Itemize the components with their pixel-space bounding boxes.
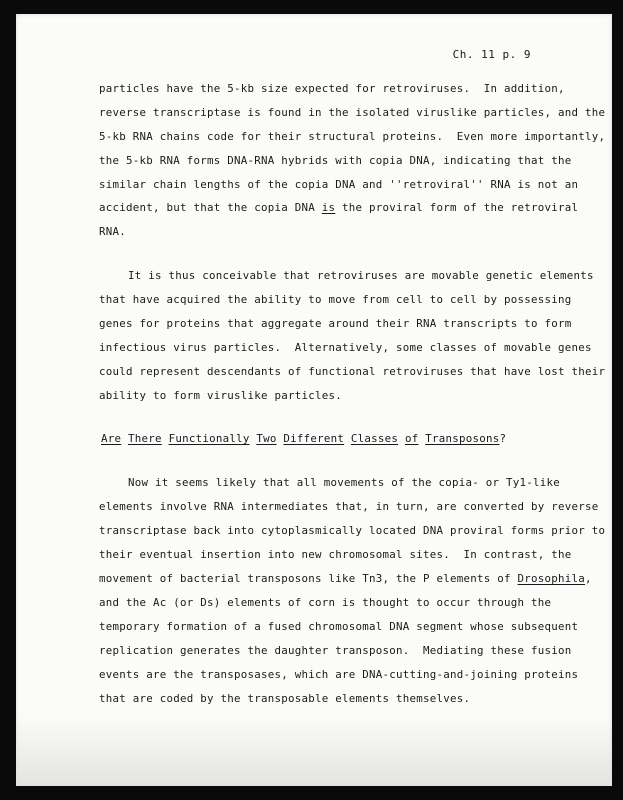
para2-line-2: that have acquired the ability to move from cell to cell by possessing [99, 293, 572, 306]
para1-line-3: 5-kb RNA chains code for their structural proteins. Even more importantly, [99, 130, 606, 143]
para3-line-5a: movement of bacterial transposons like Tn3, the P elements of [99, 572, 518, 585]
para1-line-1: particles have the 5-kb size expected for retroviruses. In addition, [99, 82, 565, 95]
heading-word-functionally: Functionally [168, 432, 250, 445]
para3-line-9: events are the transposases, which are DNA-cutting-and-joining proteins [99, 668, 579, 681]
heading-word-are: Are [101, 432, 122, 445]
heading-word-of: of [404, 432, 419, 445]
para3-line-1: Now it seems likely that all movements of the copia- or Ty1-like [101, 476, 561, 489]
para3-line-3: transcriptase back into cytoplasmically located DNA proviral forms prior to [99, 524, 606, 537]
para2-line-5: could represent descendants of functional retroviruses that have lost their [99, 365, 606, 378]
section-heading [101, 434, 506, 445]
para3-line-10: that are coded by the transposable elements themselves. [99, 692, 471, 705]
para1-line-6a: accident, but that the copia DNA [99, 201, 322, 214]
para3-line-2: elements involve RNA intermediates that, in turn, are converted by reverse [99, 500, 599, 513]
emphasis-drosophila: Drosophila [517, 572, 586, 585]
para1-line-7: RNA. [99, 225, 127, 238]
para3-line-4: their eventual insertion into new chromosomal sites. In contrast, the [99, 548, 572, 561]
para1-line-5: similar chain lengths of the copia DNA and ''retroviral'' RNA is not an [99, 178, 579, 191]
para1-line-4: the 5-kb RNA forms DNA-RNA hybrids with copia DNA, indicating that the [99, 154, 572, 167]
page-shadow [16, 716, 612, 786]
heading-word-transposons: Transposons [425, 432, 500, 445]
para2-line-1: It is thus conceivable that retroviruses are movable genetic elements [101, 269, 594, 282]
heading-word-classes: Classes [350, 432, 399, 445]
para1-line-6b: the proviral form of the retroviral [335, 201, 579, 214]
para3-line-5b: , [585, 572, 592, 585]
para2-line-6: ability to form viruslike particles. [99, 389, 343, 402]
heading-word-two: Two [256, 432, 277, 445]
para2-line-3: genes for proteins that aggregate around their RNA transcripts to form [99, 317, 572, 330]
heading-word-different: Different [283, 432, 345, 445]
para3-line-6: and the Ac (or Ds) elements of corn is thought to occur through the [99, 596, 552, 609]
para3-line-8: replication generates the daughter transposon. Mediating these fusion [99, 644, 572, 657]
para3-line-5 [99, 574, 592, 585]
heading-question-mark: ? [499, 432, 507, 445]
para1-line-6 [99, 203, 578, 214]
heading-word-there: There [128, 432, 162, 445]
para3-line-7: temporary formation of a fused chromosomal DNA segment whose subsequent [99, 620, 579, 633]
para2-line-4: infectious virus particles. Alternatively, some classes of movable genes [99, 341, 592, 354]
emphasis-is: is [321, 201, 336, 214]
para1-line-2: reverse transcriptase is found in the isolated viruslike particles, and the [99, 106, 606, 119]
page-reference: Ch. 11 p. 9 [452, 48, 531, 61]
